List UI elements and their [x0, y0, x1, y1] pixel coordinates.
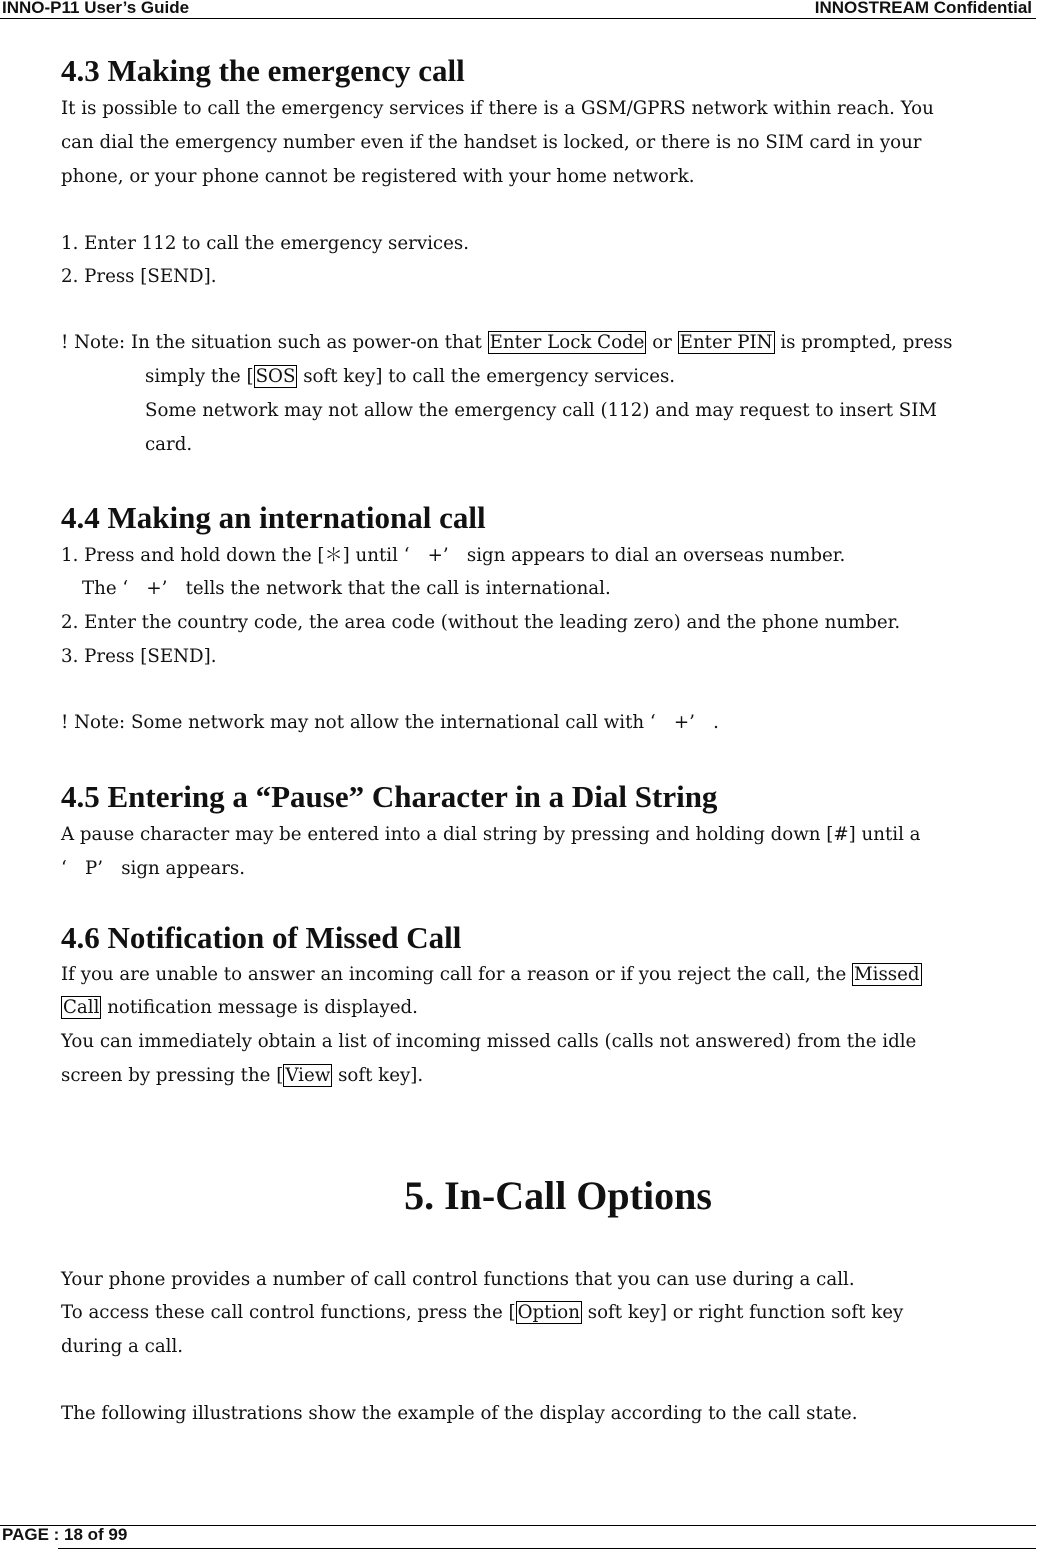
sos-key-box: SOS [255, 366, 296, 387]
s44-line-3: 2. Enter the country code, the area code (without the leading zero) and the phone number. [61, 612, 901, 633]
s43-para-line-1: It is possible to call the emergency services if there is a GSM/GPRS network within reach. You [61, 98, 934, 119]
ch5-line-4: The following illustrations show the example of the display according to the call state. [61, 1403, 858, 1424]
hash-key: # [833, 824, 849, 845]
view-key-box: View [285, 1065, 331, 1086]
chapter-5-title: 5. In-Call Options [404, 1173, 712, 1218]
missed-call-box-part-2: Call [63, 997, 100, 1018]
s46-line-1: If you are unable to answer an incoming call for a reason or if you reject the call, the Missed [61, 964, 920, 985]
footer-bottom-rule [58, 1548, 1036, 1549]
ch5-line-1: Your phone provides a number of call control functions that you can use during a call. [61, 1269, 855, 1290]
s45-line-1: A pause character may be entered into a dial string by pressing and holding down [#] until a [61, 824, 921, 845]
page-header [0, 0, 1036, 19]
section-4-5-title: 4.5 Entering a “Pause” Character in a Dial String [61, 779, 718, 814]
s44-line-2: The ‘ +’ tells the network that the call is international. [82, 578, 611, 599]
s43-para-line-3: phone, or your phone cannot be registered with your home network. [61, 166, 695, 187]
note-label: ! Note [61, 712, 120, 733]
enter-lock-code-box: Enter Lock Code [489, 332, 645, 353]
s43-para-line-2: can dial the emergency number even if the handset is locked, or there is no SIM card in your [61, 132, 922, 153]
s46-line-2: Call notification message is displayed. [63, 997, 418, 1018]
s43-note-line-2: simply the [ SOS soft key] to call the emergency services. [145, 366, 676, 387]
s43-step-1: 1. Enter 112 to call the emergency services. [61, 233, 469, 254]
pause-char: P [84, 858, 98, 879]
ch5-line-2: To access these call control functions, press the [ Option soft key] or right function soft key [61, 1302, 904, 1323]
footer-top-rule [0, 1525, 1036, 1526]
header-confidential: INNOSTREAM Confidential [814, 0, 1032, 17]
missed-call-box-part-1: Missed [854, 964, 920, 985]
emergency-number: 112 [141, 233, 177, 254]
section-4-3-title: 4.3 Making the emergency call [61, 53, 465, 88]
s44-line-1: 1. Press and hold down the [＊] until ‘ +’ sign appears to dial an overseas number. [61, 545, 846, 566]
s43-step-2: 2. Press [SEND]. [61, 266, 217, 287]
s43-note-line-3: Some network may not allow the emergency call (112) and may request to insert SIM [145, 400, 938, 421]
send-key: SEND [147, 266, 204, 287]
option-key-box: Option [517, 1302, 580, 1323]
send-key: SEND [147, 646, 204, 667]
s43-note-line-1: ! Note: In the situation such as power-on that Enter Lock Code or Enter PIN is prompted, press [61, 332, 953, 353]
s45-line-2: ‘ P’ sign appears. [61, 858, 246, 879]
enter-pin-box: Enter PIN [679, 332, 773, 353]
s46-line-4: screen by pressing the [ View soft key]. [61, 1065, 424, 1086]
header-doc-title: INNO-P11 User’s Guide [2, 0, 190, 17]
s43-note-line-4: card. [145, 434, 193, 455]
note-label: ! Note [61, 332, 120, 353]
page-number: PAGE : 18 of 99 [2, 1525, 128, 1544]
s46-line-3: You can immediately obtain a list of incoming missed calls (calls not answered) from the idle [61, 1031, 917, 1052]
page-footer [0, 1524, 1036, 1551]
section-4-4-title: 4.4 Making an international call [61, 500, 486, 535]
section-4-6-title: 4.6 Notification of Missed Call [61, 920, 462, 955]
ch5-line-3: during a call. [61, 1336, 184, 1357]
s44-step-3: 3. Press [SEND]. [61, 646, 217, 667]
s44-note: ! Note: Some network may not allow the international call with ‘ +’ . [61, 712, 719, 733]
